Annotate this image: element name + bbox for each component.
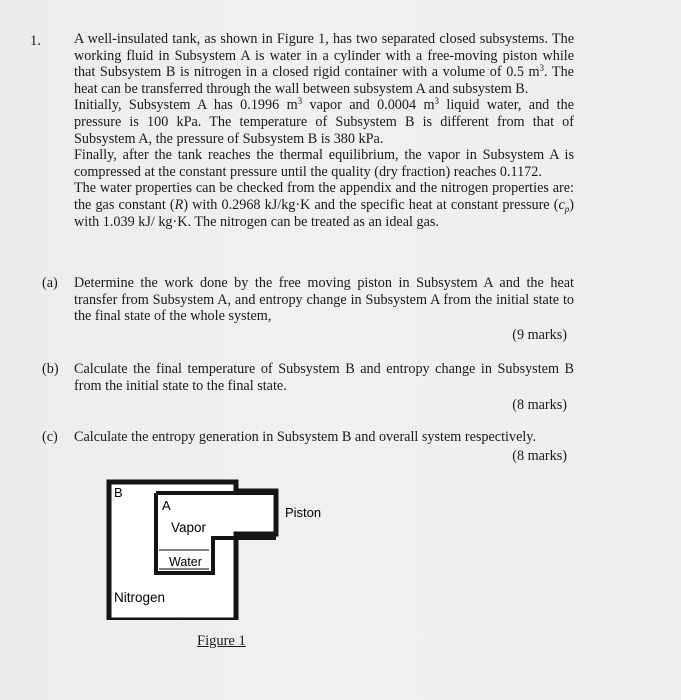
label-b: B — [114, 485, 123, 500]
intro-p3: Finally, after the tank reaches the thermal equilibrium, the vapor in Subsystem A is compressed at the constant pressure until the quality (dry fraction) reaches 0.1172. — [74, 147, 574, 180]
label-piston: Piston — [285, 505, 322, 520]
part-a-marks: (9 marks) — [512, 327, 567, 343]
part-a-label: (a) — [42, 275, 58, 291]
figure-caption: Figure 1 — [197, 633, 246, 649]
intro-p1: A well-insulated tank, as shown in Figure 1, has two separated closed subsystems. The working fluid in Subsystem A is water in a cylinder with a free-moving piston while that Subsystem B is nitrogen in a closed rigid container with a volume of 0.5 $m^3$. The heat can be transferred through the wall between subsystem A and subsystem B. — [74, 31, 574, 97]
part-c-marks: (8 marks) — [512, 448, 567, 464]
part-b-text: Calculate the final temperature of Subsystem B and entropy change in Subsystem B from the initial state to the final state. — [74, 361, 574, 394]
label-water: Water — [169, 555, 202, 569]
part-b-label: (b) — [42, 361, 59, 377]
question-number: 1. — [30, 33, 41, 49]
part-b-marks: (8 marks) — [512, 397, 567, 413]
intro-p4: The water properties can be checked from the appendix and the nitrogen properties are: the gas constant (R) with 0.2968 kJ/kg·K and the specific heat at constant pressure $(c_p)$ with 1.039 kJ/ kg·K. The nitrogen can be treated as an ideal gas. — [74, 180, 575, 230]
label-vapor: Vapor — [171, 520, 207, 535]
label-a: A — [162, 498, 171, 513]
label-nitrogen: Nitrogen — [114, 590, 166, 605]
intro-p2: Initially, Subsystem A has 0.1996 $m^3$ vapor and 0.0004 $m^3$ liquid water, and the pressure is 100 kPa. The temperature of Subsystem B is different from that of Subsystem A, the pressure of Subsystem B is 380 kPa. — [74, 96, 574, 147]
tank-diagram — [100, 475, 340, 620]
question-paragraph — [74, 31, 574, 230]
part-c-label: (c) — [42, 429, 58, 445]
part-c-text: Calculate the entropy generation in Subsystem B and overall system respectively. — [74, 429, 537, 445]
part-a-text: Determine the work done by the free moving piston in Subsystem A and the heat transfer from Subsystem A, and entropy change in Subsystem A from the initial state to the final state of the whole system, — [74, 275, 574, 325]
